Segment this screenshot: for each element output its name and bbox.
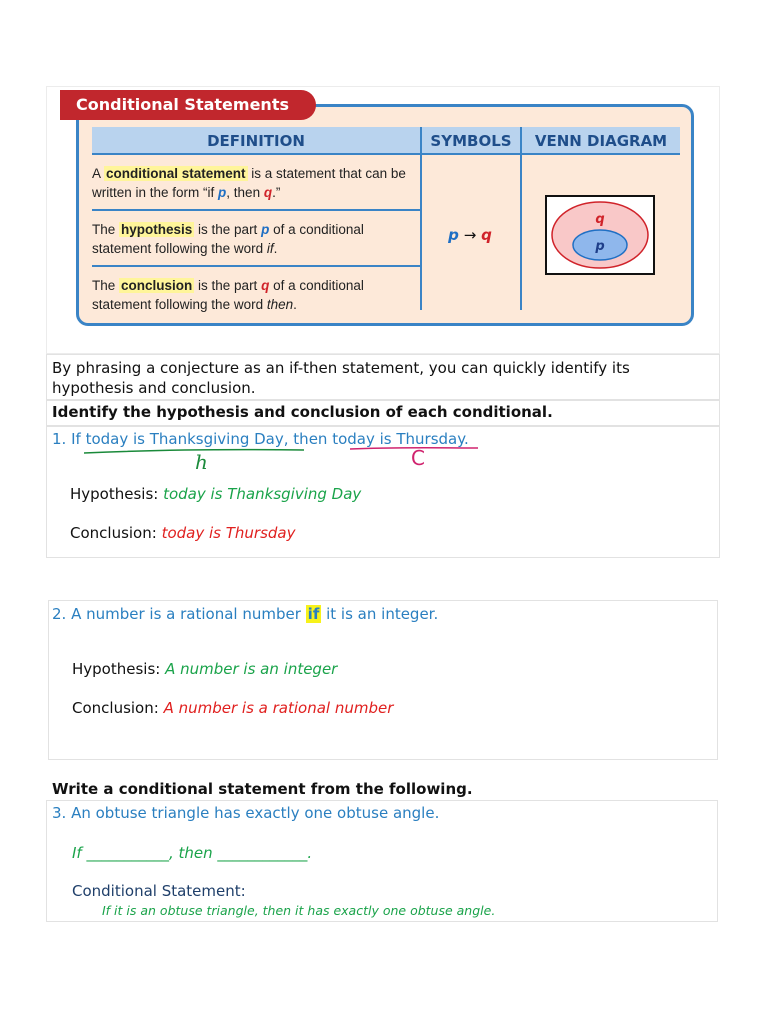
handwritten-h-mark: h	[195, 450, 208, 474]
term-highlight: hypothesis	[121, 222, 193, 237]
q1-hypothesis-line: Hypothesis: today is Thanksgiving Day	[70, 485, 362, 503]
handwritten-underlines	[60, 440, 520, 480]
q1-conclusion-line: Conclusion: today is Thursday	[70, 524, 296, 542]
term-highlight: conditional statement	[106, 166, 246, 181]
venn-label-q: q	[595, 212, 605, 227]
q1-hypothesis: today is Thanksgiving Day,	[85, 430, 289, 448]
instruction-identify: Identify the hypothesis and conclusion of each conditional.	[52, 403, 553, 421]
intro-text: By phrasing a conjecture as an if-then statement, you can quickly identify its hypothesis and conclusion.	[52, 359, 630, 397]
if-highlight: if	[307, 605, 320, 623]
handwritten-c-mark: C	[411, 446, 425, 470]
instruction-write: Write a conditional statement from the following.	[52, 780, 473, 798]
q1-conclusion-answer: today is Thursday	[161, 524, 296, 542]
definition-hypothesis: The hypothesis is the part p of a conditional statement following the word if.	[92, 222, 364, 256]
hypothesis-underline	[84, 450, 304, 453]
question-3-text: 3. An obtuse triangle has exactly one obtuse angle.	[52, 804, 440, 822]
q1-hypothesis-answer: today is Thanksgiving Day	[163, 485, 362, 503]
box-title: Conditional Statements	[76, 95, 289, 114]
top-section-frame	[46, 86, 720, 354]
term-highlight: conclusion	[121, 278, 193, 293]
if-then-template: If ___________, then ____________.	[72, 844, 313, 862]
question-2-section	[48, 600, 718, 760]
question-2-text: 2. A number is a rational number if it is an integer.	[52, 605, 439, 623]
conditional-statement-label: Conditional Statement:	[72, 882, 246, 900]
conditional-symbol: p → q	[448, 226, 492, 244]
definition-conditional: A conditional statement is a statement that can be written in the form “if p, then q.”	[92, 166, 406, 200]
q2-conclusion-line: Conclusion: A number is a rational number	[72, 699, 394, 717]
q2-hypothesis-answer: A number is an integer	[165, 660, 338, 678]
header-symbols: SYMBOLS	[422, 127, 520, 155]
arrow-icon: →	[463, 226, 477, 244]
q2-conclusion-answer: A number is a rational number	[163, 699, 394, 717]
header-definition: DEFINITION	[92, 127, 420, 155]
definition-conclusion: The conclusion is the part q of a conditional statement following the word then.	[92, 278, 364, 312]
q2-hypothesis-line: Hypothesis: A number is an integer	[72, 660, 338, 678]
question-1-text: 1. If today is Thanksgiving Day, then today is Thursday.	[52, 430, 469, 448]
conditional-statement-answer: If it is an obtuse triangle, then it has exactly one obtuse angle.	[102, 903, 496, 918]
venn-label-p: p	[595, 239, 605, 254]
header-venn-diagram: VENN DIAGRAM	[522, 127, 680, 155]
q1-conclusion: today is Thursday	[332, 430, 464, 448]
